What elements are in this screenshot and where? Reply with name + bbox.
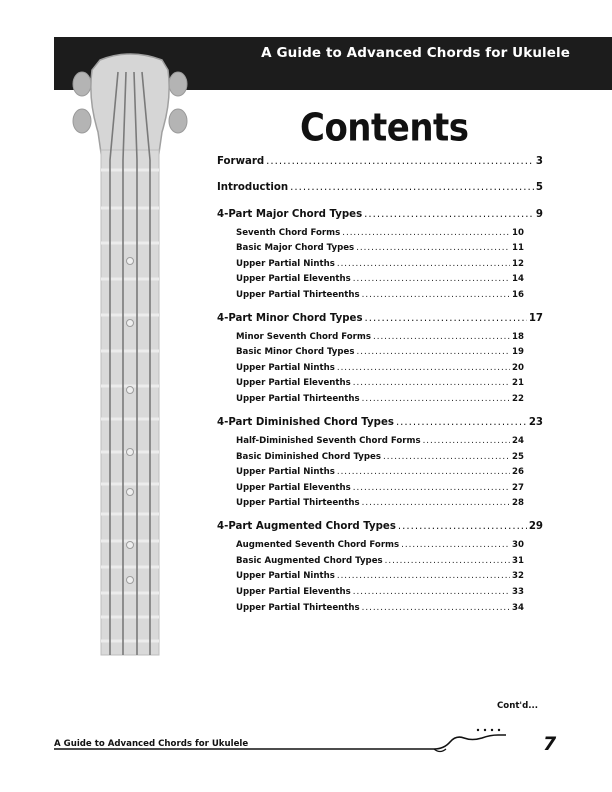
toc-entry-page: 11 — [512, 243, 524, 253]
toc-dot-leader — [365, 313, 527, 324]
toc-entry-page: 9 — [535, 209, 543, 220]
toc-entry-page: 20 — [512, 363, 524, 373]
toc-entry[interactable] — [236, 540, 524, 550]
toc-dot-leader — [356, 243, 510, 253]
toc-dot-leader — [373, 332, 510, 342]
toc-entry-label: Basic Major Chord Types — [236, 243, 355, 253]
toc-dot-leader — [383, 452, 510, 462]
toc-entry-label: Upper Partial Elevenths — [236, 587, 351, 597]
toc-entry-page: 14 — [512, 274, 524, 284]
toc-entry-page: 32 — [512, 571, 524, 581]
toc-dot-leader — [353, 378, 510, 388]
toc-entry-page: 16 — [512, 290, 524, 300]
toc-entry-page: 31 — [512, 556, 524, 566]
toc-dot-leader — [342, 228, 510, 238]
toc-dot-leader — [337, 259, 510, 269]
toc-entry[interactable] — [236, 556, 524, 566]
toc-entry[interactable] — [236, 228, 524, 238]
toc-entry[interactable] — [236, 498, 524, 508]
page-number: 7 — [543, 733, 557, 755]
toc-entry-page: 19 — [512, 347, 524, 357]
toc-entry-page: 29 — [528, 521, 543, 532]
toc-entry[interactable] — [236, 587, 524, 597]
header-bar — [54, 37, 612, 90]
continued-note: Cont'd... — [497, 701, 539, 711]
toc-entry[interactable] — [236, 394, 524, 404]
toc-entry[interactable] — [236, 290, 524, 300]
toc-entry-page: 28 — [512, 498, 524, 508]
toc-entry[interactable] — [236, 347, 524, 357]
toc-entry-page: 33 — [512, 587, 524, 597]
toc-entry-page: 25 — [512, 452, 524, 462]
toc-dot-leader — [398, 521, 527, 532]
fretboard — [101, 150, 159, 655]
toc-entry-page: 22 — [512, 394, 524, 404]
toc-entry-page: 17 — [528, 313, 543, 324]
toc-dot-leader — [362, 603, 510, 613]
toc-entry-label: Forward — [217, 156, 265, 167]
toc-entry-page: 34 — [512, 603, 524, 613]
toc-entry-page: 26 — [512, 467, 524, 477]
toc-dot-leader — [385, 556, 510, 566]
toc-dot-leader — [362, 498, 510, 508]
position-markers — [127, 258, 134, 584]
toc-entry-label: Introduction — [217, 182, 289, 193]
toc-entry-page: 21 — [512, 378, 524, 388]
toc-entry-label: Upper Partial Ninths — [236, 259, 335, 269]
toc-entry[interactable] — [236, 571, 524, 581]
toc-entry[interactable] — [217, 417, 543, 428]
toc-entry-label: Half-Diminished Seventh Chord Forms — [236, 436, 421, 446]
toc-entry[interactable] — [236, 363, 524, 373]
toc-entry-label: Upper Partial Ninths — [236, 571, 335, 581]
toc-entry-page: 24 — [512, 436, 524, 446]
toc-entry[interactable] — [217, 182, 543, 193]
toc-entry-label: Augmented Seventh Chord Forms — [236, 540, 400, 550]
toc-entry[interactable] — [236, 467, 524, 477]
toc-entry-label: 4-Part Minor Chord Types — [217, 313, 363, 324]
toc-dot-leader — [396, 417, 527, 428]
toc-dot-leader — [353, 587, 510, 597]
toc-dot-leader — [353, 483, 510, 493]
toc-dot-leader — [423, 436, 510, 446]
toc-entry[interactable] — [236, 243, 524, 253]
toc-entry-page: 23 — [528, 417, 543, 428]
toc-entry[interactable] — [217, 313, 543, 324]
toc-entry-label: Basic Diminished Chord Types — [236, 452, 381, 462]
toc-dot-leader — [266, 156, 534, 167]
toc-entry-label: Upper Partial Elevenths — [236, 274, 351, 284]
toc-entry-label: Upper Partial Elevenths — [236, 378, 351, 388]
toc-entry-label: Upper Partial Elevenths — [236, 483, 351, 493]
toc-entry[interactable] — [217, 209, 543, 220]
toc-entry-label: 4-Part Diminished Chord Types — [217, 417, 394, 428]
toc-entry-label: 4-Part Major Chord Types — [217, 209, 363, 220]
toc-entry-label: Minor Seventh Chord Forms — [236, 332, 371, 342]
toc-entry[interactable] — [236, 452, 524, 462]
footer-title: A Guide to Advanced Chords for Ukulele — [54, 739, 249, 749]
toc-entry-label: Seventh Chord Forms — [236, 228, 341, 238]
toc-entry-label: Basic Minor Chord Types — [236, 347, 355, 357]
toc-entry-page: 27 — [512, 483, 524, 493]
toc-entry[interactable] — [236, 274, 524, 284]
toc-entry-page: 3 — [535, 156, 543, 167]
toc-entry-page: 18 — [512, 332, 524, 342]
toc-entry-page: 12 — [512, 259, 524, 269]
toc-entry[interactable] — [236, 603, 524, 613]
header-title: A Guide to Advanced Chords for Ukulele — [261, 45, 570, 61]
toc-entry[interactable] — [236, 259, 524, 269]
toc-dot-leader — [401, 540, 510, 550]
toc-entry[interactable] — [217, 521, 543, 532]
toc-dot-leader — [290, 182, 534, 193]
toc-entry-label: Basic Augmented Chord Types — [236, 556, 383, 566]
toc-entry[interactable] — [217, 156, 543, 167]
toc-entry-label: Upper Partial Ninths — [236, 363, 335, 373]
toc-entry[interactable] — [236, 436, 524, 446]
toc-entry-label: Upper Partial Thirteenths — [236, 498, 360, 508]
toc-entry-page: 30 — [512, 540, 524, 550]
toc-dot-leader — [364, 209, 534, 220]
toc-dot-leader — [337, 467, 510, 477]
toc-entry-label: Upper Partial Thirteenths — [236, 603, 360, 613]
toc-entry[interactable] — [236, 483, 524, 493]
toc-entry-label: 4-Part Augmented Chord Types — [217, 521, 396, 532]
toc-dot-leader — [337, 571, 510, 581]
toc-entry-label: Upper Partial Thirteenths — [236, 394, 360, 404]
toc-entry-label: Upper Partial Ninths — [236, 467, 335, 477]
toc-dot-leader — [353, 274, 510, 284]
toc-entry-page: 5 — [535, 182, 543, 193]
strings — [110, 72, 150, 655]
toc-dot-leader — [362, 394, 510, 404]
toc-dot-leader — [337, 363, 510, 373]
frets — [101, 170, 159, 641]
toc-entry-page: 10 — [512, 228, 524, 238]
toc-entry-label: Upper Partial Thirteenths — [236, 290, 360, 300]
toc-dot-leader — [362, 290, 510, 300]
toc-dot-leader — [357, 347, 511, 357]
toc-entry[interactable] — [236, 378, 524, 388]
page-title: Contents — [300, 106, 469, 151]
toc-entry[interactable] — [236, 332, 524, 342]
